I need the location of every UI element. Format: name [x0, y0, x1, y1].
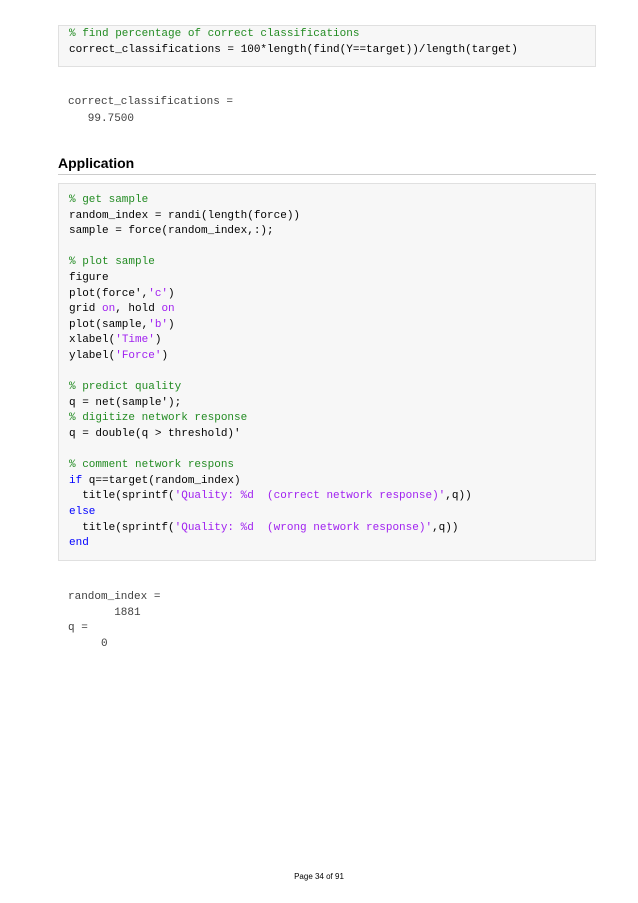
code-string: 'Quality: %d (wrong network response)' [174, 521, 433, 534]
code-line [69, 380, 181, 395]
code-text: q==target(random_index) [82, 474, 241, 487]
code-line [69, 302, 175, 317]
code-keyword: else [69, 506, 96, 518]
code-line [69, 333, 161, 348]
code-line [69, 458, 234, 473]
code-text: , hold [115, 303, 162, 316]
output-line: 99.7500 [68, 113, 135, 125]
code-text: title(sprintf( [69, 490, 175, 503]
code-comment: % comment network respons [69, 459, 235, 472]
output-line: q = [68, 622, 88, 634]
code-text: q = double(q > threshold)' [69, 428, 241, 440]
code-text: ) [161, 350, 169, 362]
code-keyword: end [69, 537, 89, 550]
code-line [69, 27, 359, 42]
code-text: correct_classifications = 100*length(find(Y==target))/length(target) [69, 43, 518, 56]
code-string: 'Time' [115, 334, 155, 347]
code-line [69, 209, 300, 224]
page-footer: Page 34 of 91 [294, 872, 344, 881]
code-keyword: if [69, 474, 83, 487]
code-text: ylabel( [69, 350, 116, 362]
code-line [69, 411, 247, 426]
code-comment: % get sample [69, 194, 149, 206]
code-line [69, 318, 175, 333]
code-text: grid [69, 303, 103, 316]
code-line [69, 224, 274, 239]
code-line [69, 521, 458, 536]
code-text: plot(force', [69, 287, 149, 300]
code-text: xlabel( [69, 334, 116, 347]
code-line [69, 271, 109, 286]
code-string: 'b' [148, 318, 169, 331]
code-text: title(sprintf( [69, 521, 175, 534]
code-line [69, 489, 472, 504]
code-text: q = net(sample'); [69, 396, 182, 409]
code-comment: % find percentage of correct classifications [69, 28, 360, 40]
section-divider [58, 174, 596, 175]
section-heading: Application [58, 155, 135, 171]
code-line [69, 287, 175, 302]
code-string: 'Force' [115, 350, 162, 362]
code-comment: % digitize network response [69, 412, 248, 425]
code-text: figure [69, 272, 109, 284]
code-line [69, 193, 148, 208]
code-text: ) [168, 318, 175, 331]
code-line [69, 505, 95, 520]
code-comment: % predict quality [69, 381, 182, 394]
code-string: 'Quality: %d (correct network response)' [174, 490, 446, 503]
code-line [69, 396, 181, 411]
output-line: random_index = [68, 591, 161, 603]
output-line: correct_classifications = [68, 96, 234, 108]
code-text: ,q)) [445, 490, 472, 503]
code-line [69, 427, 241, 442]
code-text: random_index = randi(length(force)) [69, 209, 301, 222]
code-line [69, 536, 89, 551]
code-line [69, 255, 155, 270]
code-line [69, 474, 241, 489]
code-text: ) [154, 334, 162, 347]
code-block-application [58, 183, 596, 561]
code-line [69, 43, 518, 58]
code-block-classification [58, 25, 596, 67]
code-string: on [102, 303, 116, 316]
code-comment: % plot sample [69, 256, 155, 269]
output-line: 1881 [68, 606, 141, 619]
code-text: ) [168, 287, 175, 300]
code-text: plot(sample, [69, 318, 149, 331]
output-line: 0 [68, 637, 108, 650]
code-text: ,q)) [432, 521, 459, 534]
code-string: 'c' [148, 287, 169, 300]
code-line [69, 349, 168, 364]
code-string: on [161, 303, 175, 316]
code-text: sample = force(random_index,:); [69, 225, 274, 238]
